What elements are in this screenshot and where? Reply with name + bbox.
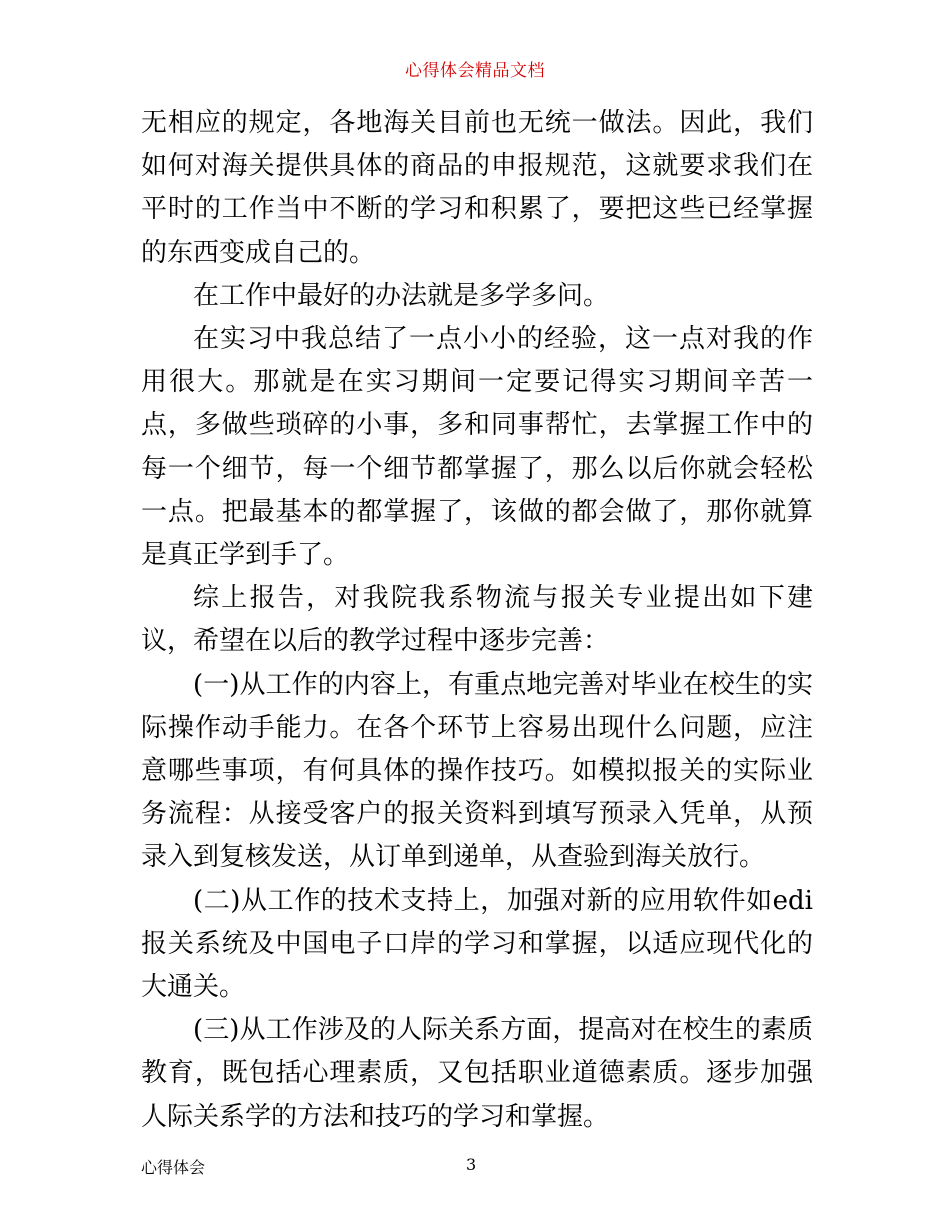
page-number: 3 — [466, 1155, 477, 1174]
document-body — [141, 102, 813, 1139]
paragraph-internship-experience: 在实习中我总结了一点小小的经验，这一点对我的作用很大。那就是在实习期间一定要记得实习期间辛苦一点，多做些琐碎的小事，多和同事帮忙，去掌握工作中的每一个细节，每一个细节都掌握了，那么以后你就会轻松一点。把最基本的都掌握了，该做的都会做了，那你就算是真正学到手了。 — [141, 324, 813, 571]
paragraph-continuation: 无相应的规定，各地海关目前也无统一做法。因此，我们如何对海关提供具体的商品的申报规范，这就要求我们在平时的工作当中不断的学习和积累了，要把这些已经掌握的东西变成自己的。 — [141, 108, 813, 268]
paragraph-study-tip: 在工作中最好的办法就是多学多问。 — [193, 280, 610, 311]
paragraph-suggestions-intro: 综上报告，对我院我系物流与报关专业提出如下建议，希望在以后的教学过程中逐步完善： — [141, 583, 813, 657]
document-header: 心得体会精品文档 — [405, 61, 545, 81]
footer-label: 心得体会 — [141, 1158, 206, 1177]
paragraph-suggestion-3: (三)从工作涉及的人际关系方面，提高对在校生的素质教育，既包括心理素质，又包括职业道德素质。逐步加强人际关系学的方法和技巧的学习和掌握。 — [141, 1015, 813, 1132]
paragraph-suggestion-1: (一)从工作的内容上，有重点地完善对毕业在校生的实际操作动手能力。在各个环节上容易出现什么问题，应注意哪些事项，有何具体的操作技巧。如模拟报关的实际业务流程：从接受客户的报关资料到填写预录入凭单，从预录入到复核发送，从订单到递单，从查验到海关放行。 — [141, 669, 813, 873]
paragraph-suggestion-2: (二)从工作的技术支持上，加强对新的应用软件如edi报关系统及中国电子口岸的学习和掌握，以适应现代化的大通关。 — [141, 885, 813, 1003]
